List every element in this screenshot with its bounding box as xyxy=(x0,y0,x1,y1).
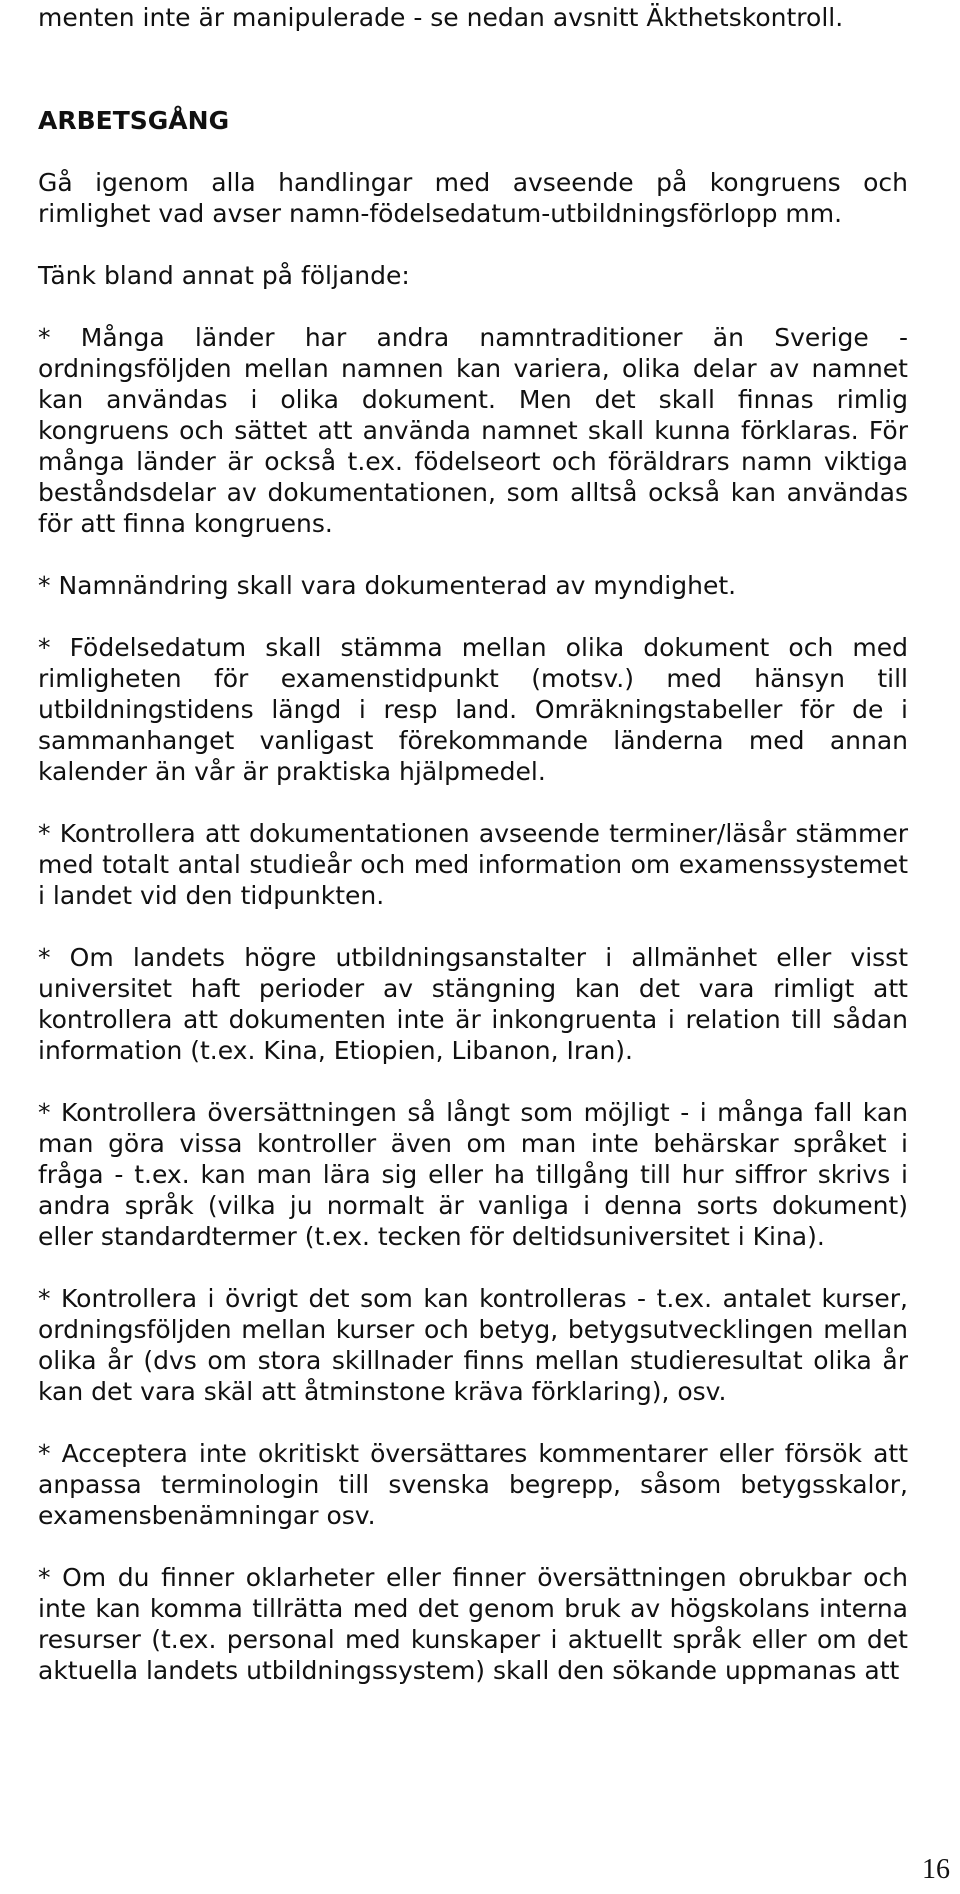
bullet-unclear-translation: * Om du finner oklarheter eller finner översättningen obrukbar och inte kan komma tillrätta med det genom bruk av högskolans interna resurser (t.ex. personal med kunskaper i aktuellt språk eller om det aktuella landets utbildningssystem) skall den sökande uppmanas att xyxy=(38,1563,908,1685)
bullet-closures: * Om landets högre utbildningsanstalter i allmänhet eller visst universitet haft perioder av stängning kan det vara rimligt att kontrollera att dokumenten inte är inkongruenta i relation till sådan information (t.ex. Kina, Etiopien, Libanon, Iran). xyxy=(38,943,908,1065)
paragraph-consider: Tänk bland annat på följande: xyxy=(38,261,410,290)
section-heading: ARBETSGÅNG xyxy=(38,106,230,135)
bullet-translation-check: * Kontrollera översättningen så långt som möjligt - i många fall kan man göra vissa kontroller även om man inte behärskar språket i fråga - t.ex. kan man lära sig eller ha tillgång till hur siffror skrivs i andra språk (vilka ju normalt är vanliga i denna sorts dokument) eller standardtermer (t.ex. tecken för deltidsuniversitet i Kina). xyxy=(38,1098,908,1251)
bullet-translator-comments: * Acceptera inte okritiskt översättares kommentarer eller försök att anpassa terminologin till svenska begrepp, såsom betygsskalor, examensbenämningar osv. xyxy=(38,1439,908,1530)
intro-line: menten inte är manipulerade - se nedan avsnitt Äkthetskontroll. xyxy=(38,3,844,32)
bullet-name-traditions: * Många länder har andra namntraditioner än Sverige - ordningsföljden mellan namnen kan variera, olika delar av namnet kan användas i olika dokument. Men det skall finnas rimlig kongruens och sättet att använda namnet skall kunna förklaras. För många länder är också t.ex. födelseort och föräldrars namn viktiga beståndsdelar av dokumentationen, som alltså också kan användas för att finna kongruens. xyxy=(38,323,908,538)
bullet-birth-date: * Födelsedatum skall stämma mellan olika dokument och med rimligheten för examenstidpunkt (motsv.) med hänsyn till utbildningstidens längd i resp land. Omräkningstabeller för de i sammanhanget vanligast förekommande länderna med annan kalender än vår är praktiska hjälpmedel. xyxy=(38,633,908,786)
page-number: 16 xyxy=(922,1854,950,1885)
bullet-other-checks: * Kontrollera i övrigt det som kan kontrolleras - t.ex. antalet kurser, ordningsföljden mellan kurser och betyg, betygsutvecklingen mellan olika år (dvs om stora skillnader finns mellan studieresultat olika år kan det vara skäl att åtminstone kräva förklaring), osv. xyxy=(38,1284,908,1406)
page-content xyxy=(38,2,908,1686)
bullet-terms-years: * Kontrollera att dokumentationen avseende terminer/läsår stämmer med totalt antal studieår och med information om examenssystemet i landet vid den tidpunkten. xyxy=(38,819,908,910)
bullet-name-change: * Namnändring skall vara dokumenterad av myndighet. xyxy=(38,571,737,600)
paragraph-intro: Gå igenom alla handlingar med avseende på kongruens och rimlighet vad avser namn-födelsedatum-utbildningsförlopp mm. xyxy=(38,168,908,228)
